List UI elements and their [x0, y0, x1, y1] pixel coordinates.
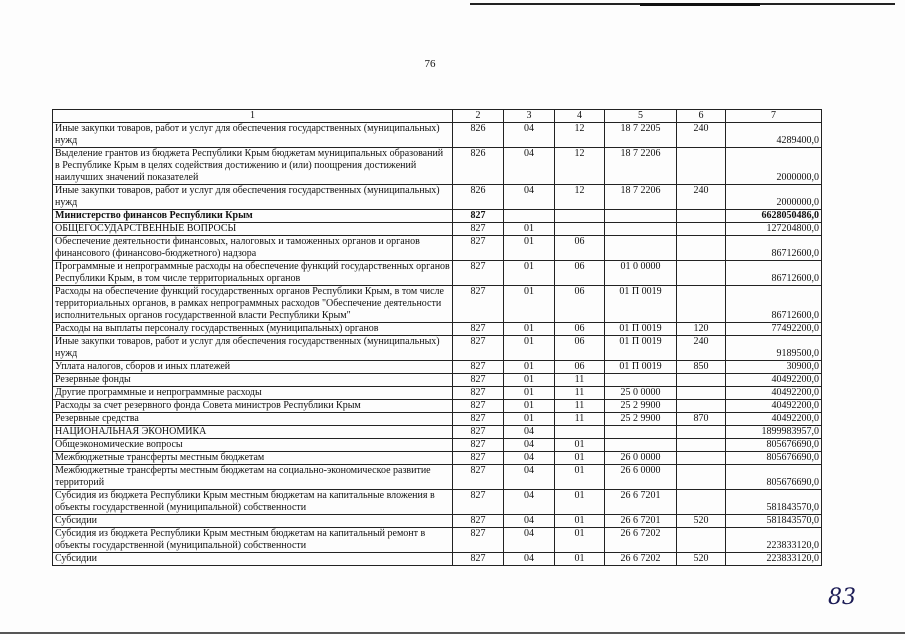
cell-description: Расходы на выплаты персоналу государственных (муниципальных) органов: [53, 323, 453, 336]
cell-description: Уплата налогов, сборов и иных платежей: [53, 361, 453, 374]
cell-amount: 805676690,0: [726, 452, 822, 465]
scan-artifact-line: [640, 3, 760, 6]
cell-ministry-code: 827: [453, 387, 504, 400]
table-row: [53, 413, 822, 426]
cell-expense-type: [677, 223, 726, 236]
cell-section: 04: [504, 452, 555, 465]
cell-amount: 4289400,0: [726, 123, 822, 148]
cell-subsection: 01: [555, 490, 605, 515]
table-row: [53, 261, 822, 286]
cell-description: Общеэкономические вопросы: [53, 439, 453, 452]
cell-section: 01: [504, 286, 555, 323]
cell-amount: 2000000,0: [726, 185, 822, 210]
column-header: 3: [504, 110, 555, 123]
cell-expense-type: [677, 426, 726, 439]
cell-description: Расходы на обеспечение функций государственных органов Республики Крым, в том числе территориальных органов, в рамках непрограммных расходов "Обеспечение деятельности исполнительных органов государственной власти Республики Крым": [53, 286, 453, 323]
cell-amount: 223833120,0: [726, 553, 822, 566]
cell-subsection: 01: [555, 553, 605, 566]
cell-ministry-code: 827: [453, 361, 504, 374]
cell-ministry-code: 826: [453, 123, 504, 148]
table-row: [53, 426, 822, 439]
cell-expense-type: 520: [677, 515, 726, 528]
column-header: 7: [726, 110, 822, 123]
cell-description: Иные закупки товаров, работ и услуг для обеспечения государственных (муниципальных) нужд: [53, 336, 453, 361]
cell-amount: 77492200,0: [726, 323, 822, 336]
cell-section: 01: [504, 387, 555, 400]
table-row: [53, 361, 822, 374]
table-row: [53, 185, 822, 210]
cell-description: Министерство финансов Республики Крым: [53, 210, 453, 223]
cell-amount: 30900,0: [726, 361, 822, 374]
cell-description: Расходы за счет резервного фонда Совета министров Республики Крым: [53, 400, 453, 413]
cell-target-article: 01 П 0019: [605, 286, 677, 323]
cell-target-article: 18 7 2206: [605, 148, 677, 185]
cell-target-article: 25 0 0000: [605, 387, 677, 400]
cell-target-article: 01 П 0019: [605, 361, 677, 374]
cell-ministry-code: 827: [453, 413, 504, 426]
cell-section: 04: [504, 439, 555, 452]
cell-subsection: 06: [555, 361, 605, 374]
scan-artifact-line: [0, 632, 905, 634]
cell-target-article: [605, 439, 677, 452]
cell-expense-type: [677, 528, 726, 553]
cell-amount: 40492200,0: [726, 400, 822, 413]
cell-target-article: 25 2 9900: [605, 413, 677, 426]
cell-section: 04: [504, 553, 555, 566]
cell-expense-type: [677, 148, 726, 185]
cell-subsection: 11: [555, 387, 605, 400]
cell-amount: 805676690,0: [726, 439, 822, 452]
cell-description: Субсидия из бюджета Республики Крым местным бюджетам на капитальные вложения в объекты государственной (муниципальной) собственности: [53, 490, 453, 515]
header-row: [53, 110, 822, 123]
cell-ministry-code: 827: [453, 452, 504, 465]
cell-description: Резервные средства: [53, 413, 453, 426]
cell-description: Субсидия из бюджета Республики Крым местным бюджетам на капитальный ремонт в объекты государственной (муниципальной) собственности: [53, 528, 453, 553]
budget-table: [52, 109, 822, 566]
cell-section: 04: [504, 465, 555, 490]
cell-expense-type: 850: [677, 361, 726, 374]
cell-subsection: 01: [555, 515, 605, 528]
cell-target-article: 01 П 0019: [605, 336, 677, 361]
table-row: [53, 123, 822, 148]
cell-subsection: 06: [555, 261, 605, 286]
cell-subsection: 06: [555, 236, 605, 261]
cell-target-article: 26 6 7202: [605, 528, 677, 553]
cell-amount: 86712600,0: [726, 286, 822, 323]
cell-description: Межбюджетные трансферты местным бюджетам: [53, 452, 453, 465]
cell-ministry-code: 826: [453, 148, 504, 185]
cell-section: 01: [504, 413, 555, 426]
cell-subsection: 01: [555, 452, 605, 465]
cell-subsection: 06: [555, 336, 605, 361]
table-row: [53, 236, 822, 261]
cell-section: 01: [504, 323, 555, 336]
cell-amount: 9189500,0: [726, 336, 822, 361]
column-header: 1: [53, 110, 453, 123]
cell-description: Другие программные и непрограммные расходы: [53, 387, 453, 400]
cell-expense-type: [677, 400, 726, 413]
cell-subsection: 06: [555, 286, 605, 323]
table-row: [53, 553, 822, 566]
table-row: [53, 400, 822, 413]
column-header: 5: [605, 110, 677, 123]
cell-ministry-code: 827: [453, 210, 504, 223]
cell-subsection: 01: [555, 528, 605, 553]
cell-amount: 581843570,0: [726, 490, 822, 515]
table-row: [53, 387, 822, 400]
cell-subsection: 12: [555, 148, 605, 185]
cell-amount: 86712600,0: [726, 261, 822, 286]
cell-ministry-code: 827: [453, 400, 504, 413]
cell-amount: 6628050486,0: [726, 210, 822, 223]
cell-section: 04: [504, 185, 555, 210]
cell-description: Выделение грантов из бюджета Республики Крым бюджетам муниципальных образований в Республике Крым в целях содействия достижению и (или) поощрения достижений наилучших значений показателей: [53, 148, 453, 185]
cell-expense-type: [677, 387, 726, 400]
cell-section: 04: [504, 528, 555, 553]
cell-section: 01: [504, 400, 555, 413]
cell-ministry-code: 827: [453, 374, 504, 387]
cell-target-article: 26 0 0000: [605, 452, 677, 465]
cell-target-article: 25 2 9900: [605, 400, 677, 413]
cell-section: 01: [504, 236, 555, 261]
cell-expense-type: 240: [677, 185, 726, 210]
cell-subsection: [555, 210, 605, 223]
cell-description: Обеспечение деятельности финансовых, налоговых и таможенных органов и органов финансового (финансово-бюджетного) надзора: [53, 236, 453, 261]
cell-section: 01: [504, 261, 555, 286]
cell-expense-type: [677, 286, 726, 323]
cell-amount: 40492200,0: [726, 387, 822, 400]
table-row: [53, 528, 822, 553]
cell-expense-type: 520: [677, 553, 726, 566]
cell-section: 04: [504, 490, 555, 515]
table-row: [53, 515, 822, 528]
cell-subsection: [555, 223, 605, 236]
cell-section: 01: [504, 336, 555, 361]
cell-section: 04: [504, 426, 555, 439]
cell-description: Иные закупки товаров, работ и услуг для обеспечения государственных (муниципальных) нужд: [53, 185, 453, 210]
cell-description: Иные закупки товаров, работ и услуг для обеспечения государственных (муниципальных) нужд: [53, 123, 453, 148]
cell-section: 04: [504, 148, 555, 185]
column-header: 6: [677, 110, 726, 123]
cell-subsection: 11: [555, 374, 605, 387]
table-row: [53, 336, 822, 361]
cell-section: [504, 210, 555, 223]
cell-subsection: 12: [555, 185, 605, 210]
cell-section: 01: [504, 223, 555, 236]
cell-ministry-code: 827: [453, 223, 504, 236]
cell-target-article: 18 7 2205: [605, 123, 677, 148]
cell-target-article: [605, 426, 677, 439]
cell-ministry-code: 827: [453, 515, 504, 528]
cell-description: Субсидии: [53, 553, 453, 566]
column-header: 4: [555, 110, 605, 123]
cell-expense-type: 240: [677, 123, 726, 148]
cell-description: НАЦИОНАЛЬНАЯ ЭКОНОМИКА: [53, 426, 453, 439]
cell-target-article: 01 П 0019: [605, 323, 677, 336]
cell-expense-type: [677, 452, 726, 465]
cell-amount: 581843570,0: [726, 515, 822, 528]
table-row: [53, 452, 822, 465]
table-row: [53, 223, 822, 236]
cell-description: Межбюджетные трансферты местным бюджетам на социально-экономическое развитие территорий: [53, 465, 453, 490]
cell-target-article: 26 6 7201: [605, 515, 677, 528]
cell-target-article: 18 7 2206: [605, 185, 677, 210]
table-row: [53, 465, 822, 490]
cell-target-article: [605, 236, 677, 261]
cell-amount: 223833120,0: [726, 528, 822, 553]
cell-section: 01: [504, 374, 555, 387]
handwritten-mark: 83: [828, 585, 856, 610]
table-row: [53, 490, 822, 515]
cell-ministry-code: 827: [453, 286, 504, 323]
cell-subsection: 01: [555, 439, 605, 452]
table-row: [53, 323, 822, 336]
cell-subsection: [555, 426, 605, 439]
cell-ministry-code: 827: [453, 553, 504, 566]
cell-subsection: 06: [555, 323, 605, 336]
cell-section: 01: [504, 361, 555, 374]
cell-amount: 127204800,0: [726, 223, 822, 236]
cell-description: Субсидии: [53, 515, 453, 528]
table-row: [53, 439, 822, 452]
cell-ministry-code: 827: [453, 323, 504, 336]
cell-subsection: 11: [555, 413, 605, 426]
cell-ministry-code: 827: [453, 236, 504, 261]
cell-description: Программные и непрограммные расходы на обеспечение функций государственных органов Республики Крым, в том числе территориальных органов: [53, 261, 453, 286]
cell-expense-type: [677, 465, 726, 490]
page-number: 76: [424, 58, 436, 70]
cell-ministry-code: 827: [453, 528, 504, 553]
cell-target-article: 26 6 0000: [605, 465, 677, 490]
cell-expense-type: 240: [677, 336, 726, 361]
cell-expense-type: [677, 210, 726, 223]
cell-amount: 40492200,0: [726, 413, 822, 426]
cell-section: 04: [504, 123, 555, 148]
cell-expense-type: [677, 236, 726, 261]
cell-target-article: 26 6 7202: [605, 553, 677, 566]
cell-subsection: 11: [555, 400, 605, 413]
cell-subsection: 12: [555, 123, 605, 148]
cell-description: Резервные фонды: [53, 374, 453, 387]
cell-expense-type: [677, 261, 726, 286]
cell-ministry-code: 827: [453, 426, 504, 439]
cell-ministry-code: 827: [453, 439, 504, 452]
cell-amount: 40492200,0: [726, 374, 822, 387]
cell-expense-type: 120: [677, 323, 726, 336]
cell-expense-type: [677, 490, 726, 515]
cell-amount: 1899983957,0: [726, 426, 822, 439]
cell-ministry-code: 827: [453, 261, 504, 286]
cell-expense-type: [677, 439, 726, 452]
cell-expense-type: 870: [677, 413, 726, 426]
table-row: [53, 148, 822, 185]
cell-ministry-code: 826: [453, 185, 504, 210]
table-row: [53, 210, 822, 223]
cell-amount: 86712600,0: [726, 236, 822, 261]
cell-target-article: [605, 374, 677, 387]
cell-description: ОБЩЕГОСУДАРСТВЕННЫЕ ВОПРОСЫ: [53, 223, 453, 236]
cell-amount: 805676690,0: [726, 465, 822, 490]
cell-target-article: 01 0 0000: [605, 261, 677, 286]
cell-target-article: 26 6 7201: [605, 490, 677, 515]
cell-target-article: [605, 223, 677, 236]
cell-ministry-code: 827: [453, 336, 504, 361]
cell-section: 04: [504, 515, 555, 528]
cell-ministry-code: 827: [453, 490, 504, 515]
cell-subsection: 01: [555, 465, 605, 490]
cell-amount: 2000000,0: [726, 148, 822, 185]
cell-target-article: [605, 210, 677, 223]
table-row: [53, 374, 822, 387]
cell-ministry-code: 827: [453, 465, 504, 490]
table-row: [53, 286, 822, 323]
column-header: 2: [453, 110, 504, 123]
cell-expense-type: [677, 374, 726, 387]
